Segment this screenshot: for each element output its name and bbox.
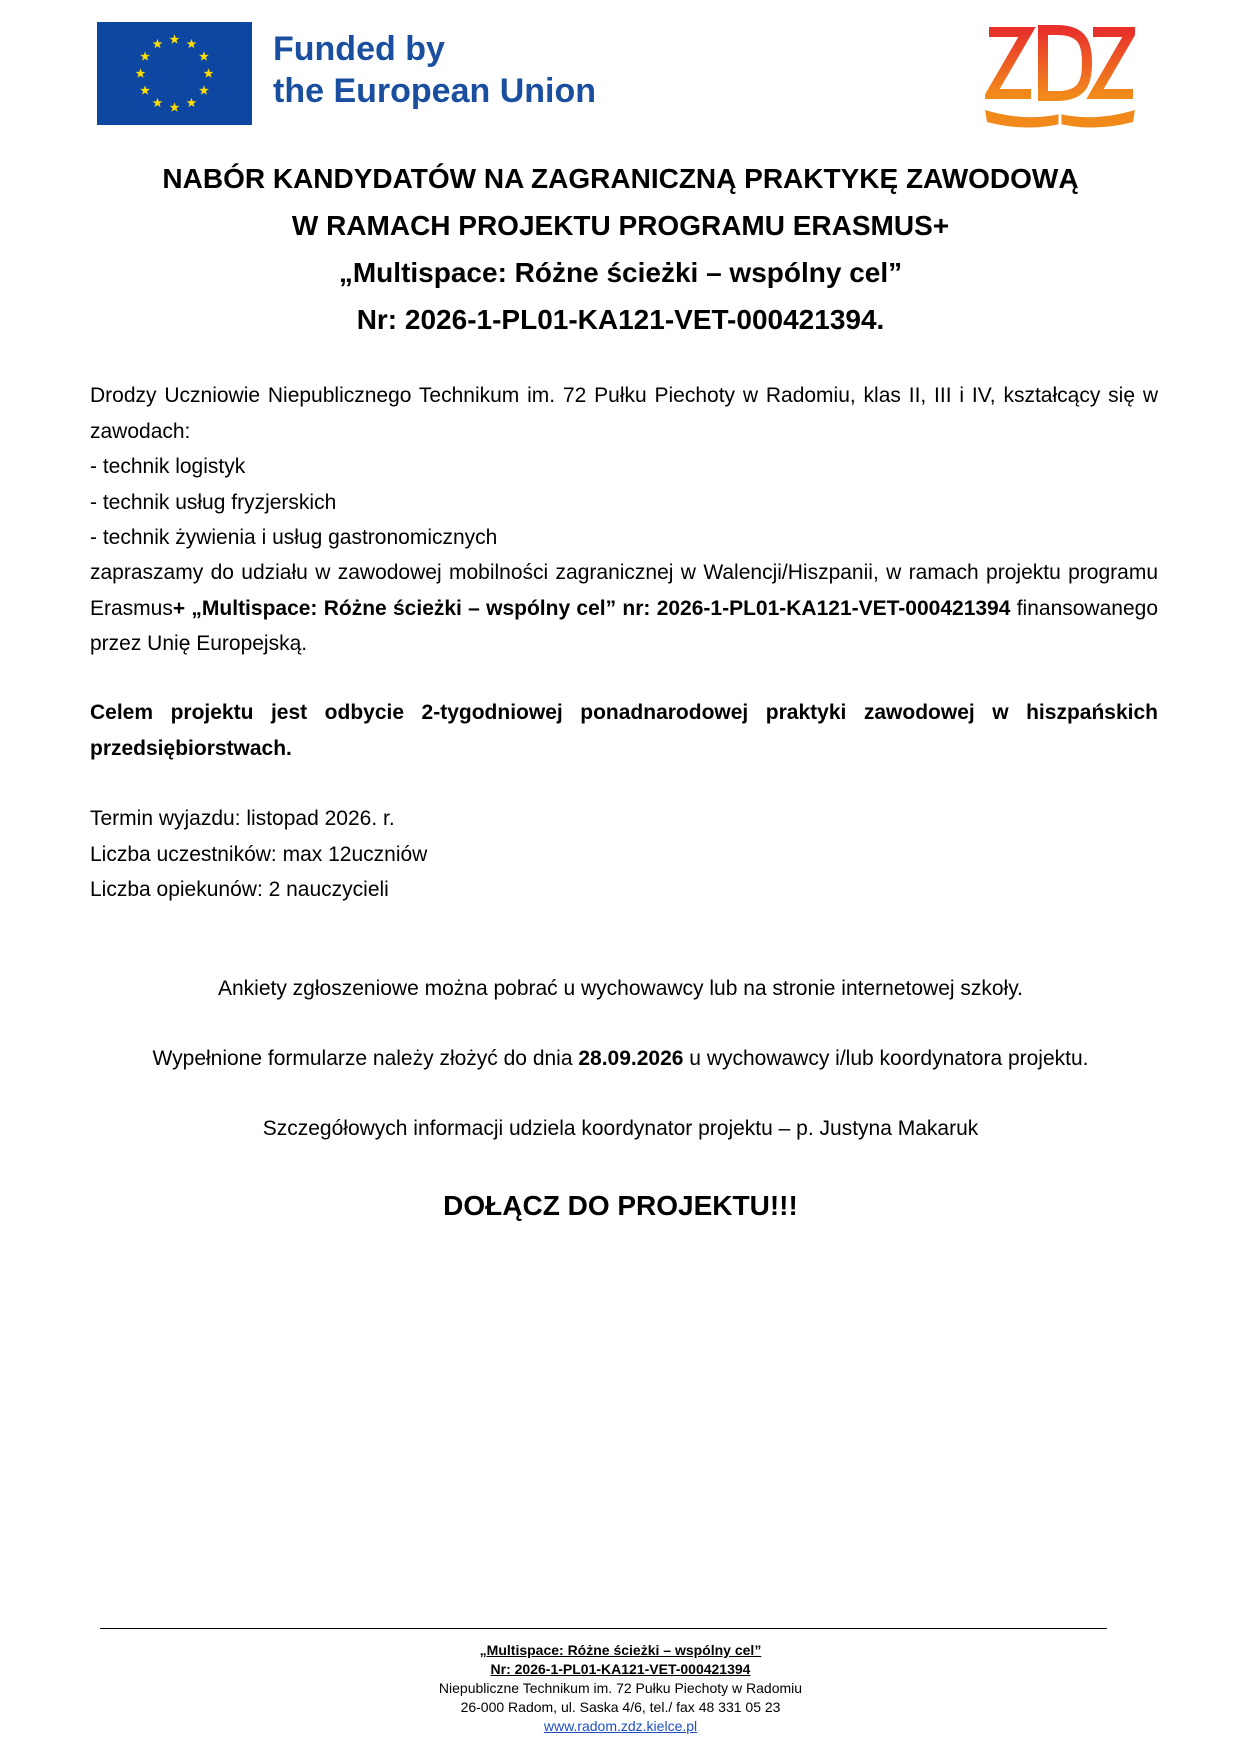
project-goal: Celem projektu jest odbycie 2-tygodniowej ponadnarodowej praktyki zawodowej w hiszpańskich przedsiębiorstwach. (90, 701, 1158, 760)
footer-school: Niepubliczne Technikum im. 72 Pułku Piechoty w Radomiu (438, 1680, 803, 1696)
forms-info: Ankiety zgłoszeniowe można pobrać u wychowawcy lub na stronie internetowej szkoły. (217, 977, 1023, 1000)
eu-star-icon (136, 68, 146, 77)
eu-star-icon (170, 34, 180, 43)
footer (0, 1641, 1241, 1736)
participants-count: Liczba uczestników: max 12uczniów (90, 842, 428, 866)
eu-stars-flag-icon (97, 22, 252, 125)
title-line-1: NABÓR KANDYDATÓW NA ZAGRANICZNĄ PRAKTYKĘ ZAWODOWĄ (162, 163, 1079, 194)
deadline-text: Wypełnione formularze należy złożyć do dnia (152, 1047, 579, 1070)
title-line-2: W RAMACH PROJEKTU PROGRAMU ERASMUS+ (291, 210, 950, 241)
footer-divider (100, 1628, 1107, 1629)
deadline-date: 28.09.2026 (578, 1047, 684, 1070)
eu-star-icon (204, 68, 214, 77)
footer-project-name: „Multispace: Różne ścieżki – wspólny cel” (479, 1642, 762, 1658)
eu-star-icon (199, 85, 209, 94)
eu-star-icon (153, 39, 163, 48)
title-line-3: „Multispace: Różne ścieżki – wspólny cel” (338, 257, 903, 288)
deadline-text-end: u wychowawcy i/lub koordynatora projektu. (683, 1047, 1089, 1070)
call-to-action: DOŁĄCZ DO PROJEKTU!!! (443, 1190, 798, 1221)
footer-address: 26-000 Radom, ul. Saska 4/6, tel./ fax 48 331 05 23 (460, 1699, 781, 1715)
profession-item: - technik żywienia i usług gastronomicznych (90, 526, 498, 549)
eu-funding-label (273, 28, 596, 112)
intro-greeting: Drodzy Uczniowie Niepublicznego Technikum im. 72 Pułku Piechoty w Radomiu, klas II, III i IV, kształcący się w zawodach: (90, 384, 1158, 443)
eu-star-icon (187, 39, 197, 48)
project-reference: + „Multispace: Różne ścieżki – wspólny cel” nr: 2026-1-PL01-KA121-VET-000421394 (172, 596, 1011, 620)
footer-project-number: Nr: 2026-1-PL01-KA121-VET-000421394 (490, 1661, 751, 1677)
eu-star-icon (170, 102, 180, 111)
eu-funding-line1: Funded by (273, 30, 445, 68)
deadline-info (0, 1047, 1241, 1071)
profession-item: - technik logistyk (90, 455, 246, 478)
professions-list (90, 449, 1158, 556)
eu-star-icon (140, 51, 150, 60)
project-details (90, 801, 1158, 908)
profession-item: - technik usług fryzjerskich (90, 490, 337, 514)
zdz-logo (985, 22, 1135, 134)
invitation-paragraph (90, 555, 1158, 662)
eu-star-icon (153, 98, 163, 107)
eu-star-icon (140, 85, 150, 94)
departure-date: Termin wyjazdu: listopad 2026. r. (90, 807, 395, 830)
contact-info: Szczegółowych informacji udziela koordynator projektu – p. Justyna Makaruk (262, 1117, 979, 1140)
invitation-text: zapraszamy do udziału w zawodowej mobilności zagranicznej w Walencji/Hiszpanii, w ramach projektu programu Erasmus (90, 561, 1158, 620)
title-line-4: Nr: 2026-1-PL01-KA121-VET-000421394. (356, 304, 885, 335)
invitation-funding: finansowanego przez Unię Europejską. (90, 596, 1158, 655)
guardians-count: Liczba opiekunów: 2 nauczycieli (90, 878, 389, 901)
eu-star-icon (187, 98, 197, 107)
eu-star-icon (199, 51, 209, 60)
footer-website-link[interactable]: www.radom.zdz.kielce.pl (543, 1718, 698, 1734)
eu-funding-line2: the European Union (273, 72, 596, 110)
